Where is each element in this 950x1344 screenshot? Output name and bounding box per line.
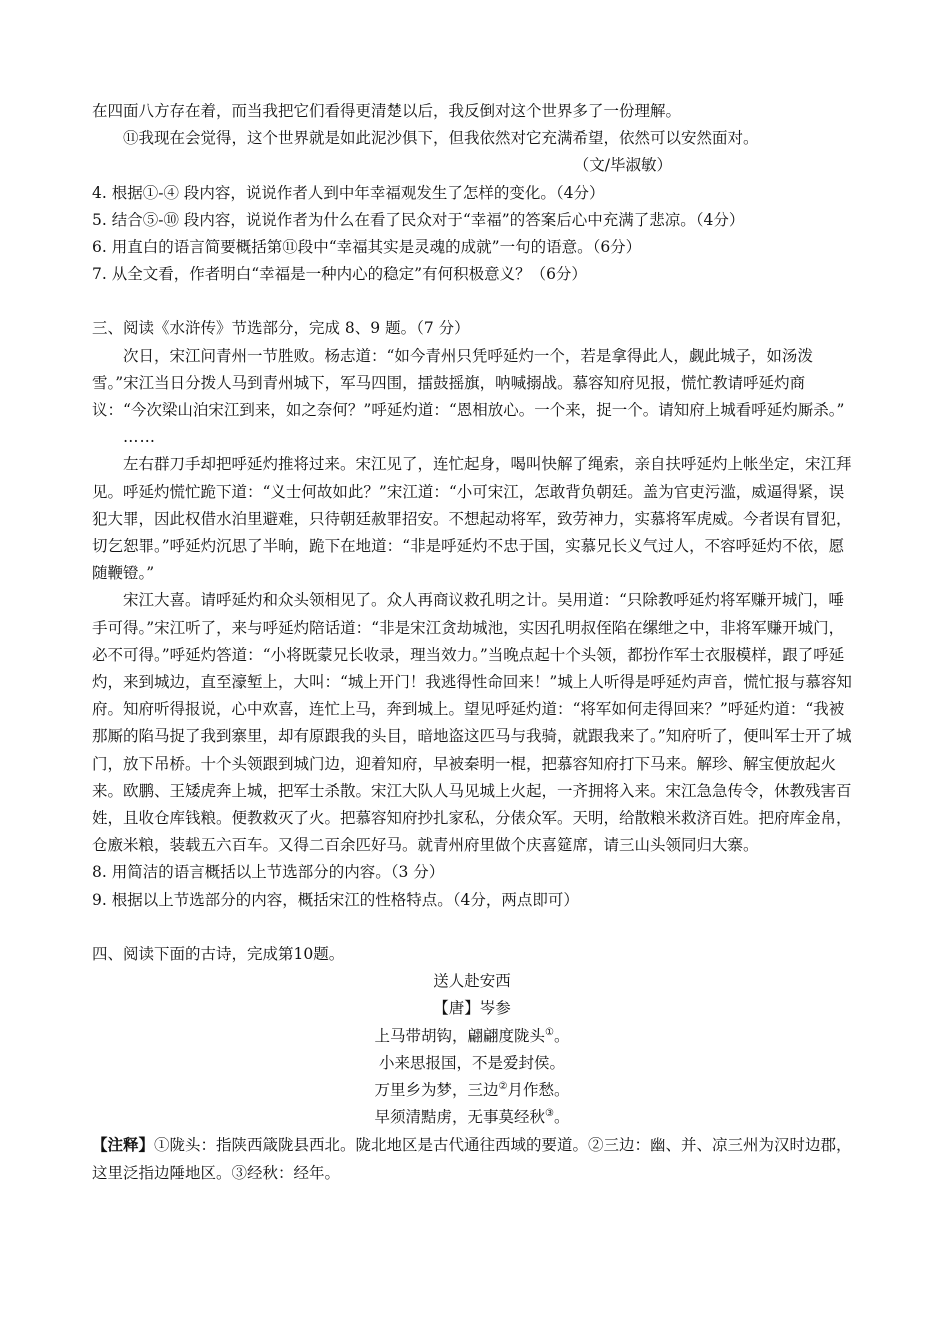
question-6: 6. 用直白的语言简要概括第⑪段中“幸福其实是灵魂的成就”一句的语意。（6分） (92, 238, 642, 257)
question-9: 9. 根据以上节选部分的内容，概括宋江的性格特点。（4分，两点即可） (92, 890, 579, 909)
poem-line: 小来思报国，不是爱封侯。 (378, 1053, 565, 1072)
spacer (92, 288, 852, 315)
poem-line: 上马带胡钩，翩翩度陇头①。 (374, 1026, 570, 1045)
section-3-heading: 三、阅读《水浒传》节选部分，完成 8、9 题。（7 分） (92, 319, 470, 338)
section-3-paragraph-3: 宋江大喜。请呼延灼和众头领相见了。众人再商议救孔明之计。吴用道：“只除教呼延灼将军赚开城门，唾手可得。”宋江听了，来与呼延灼陪话道：“非是宋江贪劫城池，实因孔明叔侄陷在缧绁之中，非将军赚开城门，必不可得。”呼延灼答道：“小将既蒙兄长收录，理当效力。”当晚点起十个头领，都扮作军士衣服模样，跟了呼延灼，来到城边，直至濠堑上，大叫：“城上开门！我逃得性命回来！”城上人听得是呼延灼声音，慌忙报与慕容知府。知府听得报说，心中欢喜，连忙上马，奔到城上。望见呼延灼道：“将军如何走得回来？”呼延灼道：“我被那厮的陷马捉了我到寨里，却有原跟我的头目，暗地盗这匹马与我骑，就跟我来了。”知府听了，便叫军士开了城门，放下吊桥。十个头领跟到城门边，迎着知府，早被秦明一棍，把慕容知府打下马来。解珍、解宝便放起火来。欧鹏、王矮虎奔上城，把军士杀散。宋江大队人马见城上火起，一齐拥将入来。宋江急急传令，休教残害百姓，且收仓库钱粮。便教救灭了火。把慕容知府抄扎家私，分俵众军。天明，给散粮米救济百姓。把府库金帛，仓廒米粮，装载五六百车。又得二百余匹好马。就青州府里做个庆喜筵席，请三山头领同归大寨。 (92, 591, 852, 855)
essay-tail-line: 在四面八方存在着，而当我把它们看得更清楚以后，我反倒对这个世界多了一份理解。 (92, 102, 682, 120)
question-4: 4. 根据①-④ 段内容，说说作者人到中年幸福观发生了怎样的变化。（4分） (92, 183, 605, 202)
spacer (92, 914, 852, 941)
section-3-paragraph-2: 左右群刀手却把呼延灼推将过来。宋江见了，连忙起身，喝叫快解了绳索，亲自扶呼延灼上帐坐定，宋江拜见。呼延灼慌忙跪下道：“义士何故如此？”宋江道：“小可宋江，怎敢背负朝廷。盖为官吏污滥，威逼得紧，误犯大罪，因此权借水泊里避难，只待朝廷赦罪招安。不想起动将军，致劳神力，实慕将军虎威。今者误有冒犯，切乞恕罪。”呼延灼沉思了半晌，跪下在地道：“非是呼延灼不忠于国，实慕兄长义气过人，不容呼延灼不依，愿随鞭镫。” (92, 455, 852, 583)
notes-text: ①陇头：指陕西箴陇县西北。陇北地区是古代通往西域的要道。②三边：幽、并、凉三州为汉时边郡，这里泛指边陲地区。③经秋：经年。 (92, 1136, 852, 1182)
poem-line: 早须清黠虏，无事莫经秋③。 (374, 1107, 570, 1127)
essay-paragraph-11: ⑪我现在会觉得，这个世界就是如此泥沙俱下，但我依然对它充满希望，依然可以安然面对。 (123, 129, 759, 148)
section-4-heading: 四、阅读下面的古诗，完成第10题。 (92, 944, 345, 963)
question-5: 5. 结合⑤-⑩ 段内容，说说作者为什么在看了民众对于“幸福”的答案后心中充满了悲凉。（4分） (92, 210, 745, 229)
poem-notes (92, 1131, 852, 1186)
section-3-paragraph-1: 次日，宋江问青州一节胜败。杨志道：“如今青州只凭呼延灼一个，若是拿得此人，觑此城子，如汤泼雪。”宋江当日分拨人马到青州城下，军马四围，擂鼓摇旗，呐喊搦战。慕容知府见报，慌忙教请呼延灼商议：“今次梁山泊宋江到来，如之奈何？”呼延灼道：“恩相放心。一个来，捉一个。请知府上城看呼延灼厮杀。” (92, 346, 845, 420)
essay-author: （文/毕淑敏） (573, 156, 672, 175)
poem-line: 万里乡为梦，三边②月作愁。 (374, 1080, 570, 1099)
section-3-ellipsis: …… (123, 428, 156, 447)
question-7: 7. 从全文看，作者明白“幸福是一种内心的稳定”有何积极意义？（6分） (92, 265, 587, 284)
notes-label: 【注释】 (92, 1135, 155, 1155)
question-8: 8. 用简洁的语言概括以上节选部分的内容。（3 分） (92, 863, 445, 882)
poem-author: 【唐】岑参 (433, 999, 511, 1018)
document-page (92, 98, 852, 1187)
poem-title: 送人赴安西 (433, 972, 511, 991)
